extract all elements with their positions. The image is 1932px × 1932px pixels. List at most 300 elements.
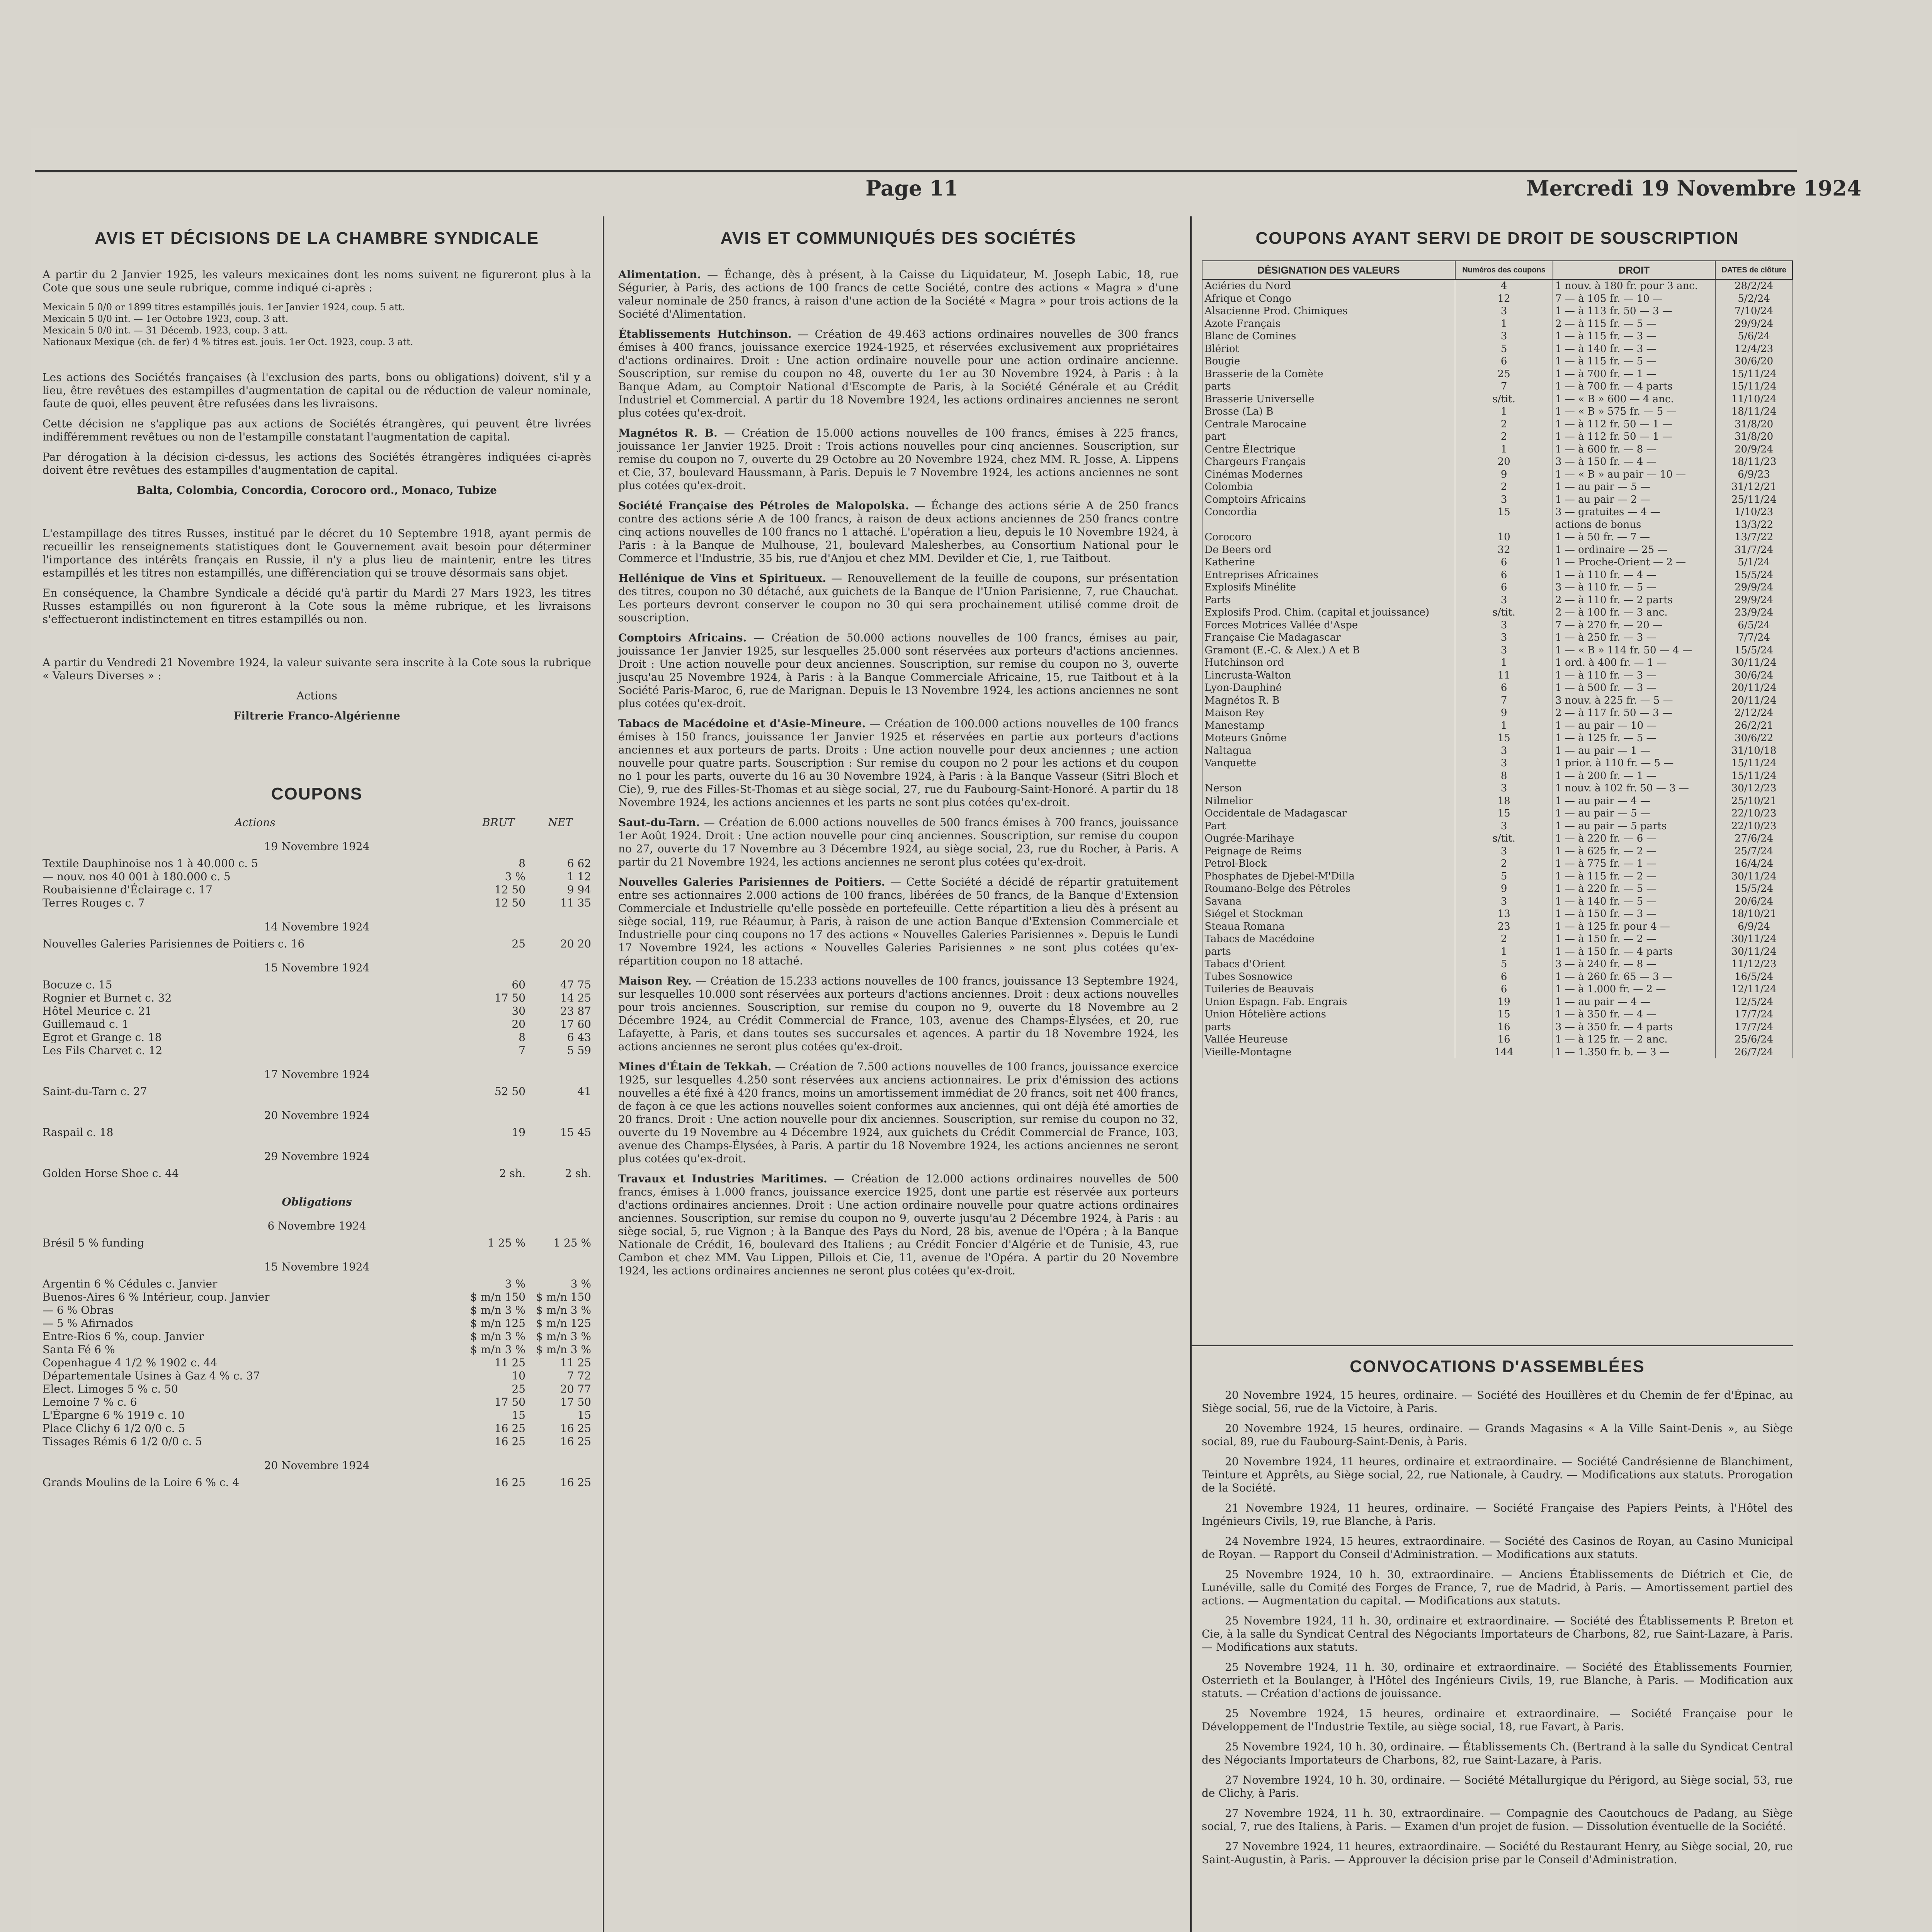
table-row bbox=[1202, 895, 1793, 908]
coupon-name: — nouv. nos 40 001 à 180.000 c. 5 bbox=[43, 870, 231, 883]
table-cell: 30/6/20 bbox=[1715, 355, 1793, 368]
table-cell: s/tit. bbox=[1455, 832, 1553, 845]
table-cell: 29/9/24 bbox=[1715, 581, 1793, 594]
coupon-net: 1 25 % bbox=[553, 1236, 591, 1249]
table-cell: Comptoirs Africains bbox=[1202, 493, 1455, 506]
table-cell: 3 bbox=[1455, 594, 1553, 607]
societe-notice bbox=[618, 1060, 1179, 1165]
souscription-table bbox=[1202, 260, 1793, 1058]
coupon-brut: 16 25 bbox=[494, 1422, 526, 1435]
avis-column bbox=[43, 229, 591, 1489]
table-cell: Savana bbox=[1202, 895, 1455, 908]
table-cell: 31/8/20 bbox=[1715, 418, 1793, 431]
table-cell: 3 bbox=[1455, 782, 1553, 795]
coupon-net: 5 59 bbox=[567, 1044, 591, 1057]
table-cell: Manestamp bbox=[1202, 719, 1455, 732]
coupon-net: 15 bbox=[577, 1409, 591, 1422]
table-row bbox=[1202, 971, 1793, 983]
avis-value: Filtrerie Franco-Algérienne bbox=[233, 709, 400, 722]
table-cell: Magnétos R. B bbox=[1202, 694, 1455, 707]
table-cell: 1 — à 112 fr. 50 — 1 — bbox=[1553, 418, 1716, 431]
table-cell: 12/5/24 bbox=[1715, 996, 1793, 1009]
avis-paragraph: L'estampillage des titres Russes, institué par le décret du 10 Septembre 1918, ayant permis de recueillir les renseignements statistiques dont le Gouvernement avait besoin pour déterminer l'importance des intérêts français en Russie, il n'y a plus lieu de maintenir, entre les titres estampillés et les titres non estampillés, une différenciation qui se trouve désormais sans objet. bbox=[43, 527, 591, 579]
table-row bbox=[1202, 807, 1793, 820]
coupon-name: Saint-du-Tarn c. 27 bbox=[43, 1085, 147, 1098]
societe-notice bbox=[618, 427, 1179, 492]
coupon-brut: 16 25 bbox=[494, 1476, 526, 1489]
table-cell: 15 bbox=[1455, 506, 1553, 519]
table-row bbox=[1202, 279, 1793, 293]
table-cell: 18 bbox=[1455, 795, 1553, 808]
convocation-item: 20 Novembre 1924, 15 heures, ordinaire. — Société des Houillères et du Chemin de fer d'Épinac, au Siège social, 56, rue de la Victoire, à Paris. bbox=[1202, 1389, 1793, 1415]
table-cell: 1 — au pair — 4 — bbox=[1553, 795, 1716, 808]
table-cell bbox=[1202, 770, 1455, 782]
coupon-name: Egrot et Grange c. 18 bbox=[43, 1031, 162, 1044]
table-row bbox=[1202, 293, 1793, 305]
table-row bbox=[1202, 606, 1793, 619]
societe-notice bbox=[618, 328, 1179, 420]
table-cell: Peignage de Reims bbox=[1202, 845, 1455, 858]
table-cell: 17/7/24 bbox=[1715, 1008, 1793, 1021]
coupon-brut: 1 25 % bbox=[488, 1236, 526, 1249]
table-row bbox=[1202, 519, 1793, 531]
list-item: Nationaux Mexique (ch. de fer) 4 % titres est. jouis. 1er Oct. 1923, coup. 3 att. bbox=[43, 337, 413, 347]
coupon-name: Bocuze c. 15 bbox=[43, 978, 112, 991]
table-cell: Union Espagn. Fab. Engrais bbox=[1202, 996, 1455, 1009]
table-cell bbox=[1202, 519, 1455, 531]
table-cell: 3 — à 350 fr. — 4 parts bbox=[1553, 1021, 1716, 1034]
table-cell: Colombia bbox=[1202, 481, 1455, 493]
table-cell: 1 — au pair — 1 — bbox=[1553, 745, 1716, 757]
table-cell: 6 bbox=[1455, 581, 1553, 594]
table-cell: 3 bbox=[1455, 330, 1553, 343]
table-cell: De Beers ord bbox=[1202, 544, 1455, 556]
convocation-item: 25 Novembre 1924, 10 h. 30, ordinaire. — Établissements Ch. (Bertrand à la salle du Syndicat Central des Négociants Importateurs de Charbons, 82, rue Saint-Lazare, à Paris. bbox=[1202, 1740, 1793, 1766]
table-cell: s/tit. bbox=[1455, 606, 1553, 619]
table-cell: 25/7/24 bbox=[1715, 845, 1793, 858]
table-cell: 5/6/24 bbox=[1715, 330, 1793, 343]
societe-notice bbox=[618, 816, 1179, 869]
convocation-item: 24 Novembre 1924, 15 heures, extraordinaire. — Société des Casinos de Royan, au Casino Municipal de Royan. — Rapport du Conseil d'Administration. — Modifications aux statuts. bbox=[1202, 1535, 1793, 1561]
table-cell: 3 bbox=[1455, 895, 1553, 908]
coupon-name: — 6 % Obras bbox=[43, 1304, 114, 1316]
coupon-date: 20 Novembre 1924 bbox=[264, 1459, 370, 1472]
table-cell: 1 — à 220 fr. — 6 — bbox=[1553, 832, 1716, 845]
coupon-row bbox=[43, 978, 591, 992]
table-cell: Maison Rey bbox=[1202, 707, 1455, 719]
coupon-brut: 19 bbox=[512, 1126, 526, 1139]
coupon-name: Tissages Rémis 6 1/2 0/0 c. 5 bbox=[43, 1435, 202, 1448]
table-cell: 144 bbox=[1455, 1046, 1553, 1059]
table-cell: 1 — à 113 fr. 50 — 3 — bbox=[1553, 305, 1716, 318]
table-row bbox=[1202, 820, 1793, 833]
table-cell: 6 bbox=[1455, 971, 1553, 983]
coupon-name: Copenhague 4 1/2 % 1902 c. 44 bbox=[43, 1356, 218, 1369]
coupon-date: 6 Novembre 1924 bbox=[267, 1219, 366, 1232]
coupon-brut: 12 50 bbox=[494, 896, 526, 909]
table-cell: 3 — gratuites — 4 — bbox=[1553, 506, 1716, 519]
table-cell: actions de bonus bbox=[1553, 519, 1716, 531]
coupon-brut: 2 sh. bbox=[499, 1167, 526, 1180]
societe-notice bbox=[618, 631, 1179, 710]
convocation-item: 25 Novembre 1924, 11 h. 30, ordinaire et extraordinaire. — Société des Établissements Fournier, Osterrieth et la Boulanger, à l'Hôtel des Ingénieurs Civils, 19, rue Blanche, à Paris. — Modification aux statuts. — Création d'actions de jouissance. bbox=[1202, 1661, 1793, 1700]
table-row bbox=[1202, 544, 1793, 556]
societe-text: — Renouvellement de la feuille de coupons, sur présentation des titres, coupon no 30 détaché, aux guichets de la Banque de l'Union Parisienne, 7, rue Chauchat. Les porteurs devront conserver le coupon no 30 qui sera prochainement utilisé comme droit de souscription. bbox=[618, 572, 1179, 624]
brut-label: BRUT bbox=[482, 816, 515, 829]
table-cell: Française Cie Madagascar bbox=[1202, 631, 1455, 644]
table-row bbox=[1202, 719, 1793, 732]
coupon-brut: 8 bbox=[519, 1031, 526, 1044]
coupon-net: 11 25 bbox=[560, 1356, 591, 1369]
table-cell: Hutchinson ord bbox=[1202, 656, 1455, 669]
coupon-brut: $ m/n 3 % bbox=[470, 1304, 526, 1316]
coupon-net: 47 75 bbox=[560, 978, 591, 991]
table-cell: Roumano-Belge des Pétroles bbox=[1202, 883, 1455, 895]
table-cell: 6 bbox=[1455, 983, 1553, 996]
table-row bbox=[1202, 644, 1793, 657]
column-header: DÉSIGNATION DES VALEURS bbox=[1202, 261, 1455, 279]
coupon-row bbox=[43, 1330, 591, 1343]
table-cell: 30/11/24 bbox=[1715, 656, 1793, 669]
table-row bbox=[1202, 556, 1793, 569]
table-cell: 1 — à 112 fr. 50 — 1 — bbox=[1553, 430, 1716, 443]
societes-list bbox=[618, 268, 1179, 1277]
coupon-net: $ m/n 150 bbox=[536, 1291, 591, 1303]
table-cell: 31/12/21 bbox=[1715, 481, 1793, 493]
coupon-row bbox=[43, 1277, 591, 1291]
table-cell: 1 — à 115 fr. — 3 — bbox=[1553, 330, 1716, 343]
table-cell: Aciéries du Nord bbox=[1202, 279, 1455, 293]
table-cell: 31/7/24 bbox=[1715, 544, 1793, 556]
table-row bbox=[1202, 1046, 1793, 1059]
coupon-net: 23 87 bbox=[560, 1005, 591, 1017]
coupon-brut: $ m/n 150 bbox=[470, 1291, 526, 1303]
coupon-name: Grands Moulins de la Loire 6 % c. 4 bbox=[43, 1476, 240, 1489]
table-cell: 15/11/24 bbox=[1715, 380, 1793, 393]
issue-date: Mercredi 19 Novembre 1924 bbox=[1526, 176, 1862, 201]
table-row bbox=[1202, 481, 1793, 493]
table-row bbox=[1202, 1008, 1793, 1021]
coupon-row bbox=[43, 1304, 591, 1317]
table-cell: 1 — à 125 fr. — 2 anc. bbox=[1553, 1033, 1716, 1046]
coupon-brut: 25 bbox=[512, 1383, 526, 1395]
coupon-name: Roubaisienne d'Éclairage c. 17 bbox=[43, 883, 213, 896]
table-cell: Ougrée-Marihaye bbox=[1202, 832, 1455, 845]
table-cell: 15/5/24 bbox=[1715, 569, 1793, 582]
table-cell: 6 bbox=[1455, 556, 1553, 569]
coupon-brut: 30 bbox=[512, 1005, 526, 1017]
table-cell: 26/2/21 bbox=[1715, 719, 1793, 732]
societe-text: — Création de 50.000 actions nouvelles de 100 francs, émises au pair, jouissance 1er Janvier 1925, sur lesquelles 25.000 sont réservées aux porteurs d'actions anciennes. Droit : Une action nouvelle pour deux anciennes. Souscription, sur remise du coupon no 3, ouverte jusqu'au 25 Novembre 1924, à Paris : à la Banque Commerciale Africaine, 15, rue Taitbout et à la Société Paris-Maroc, 6, rue de Marignan. Depuis le 13 Novembre 1924, les actions anciennes ne sont plus cotées qu'ex-droit. bbox=[618, 631, 1179, 710]
table-row bbox=[1202, 531, 1793, 544]
table-cell: Entreprises Africaines bbox=[1202, 569, 1455, 582]
coupon-brut: 8 bbox=[519, 857, 526, 870]
table-row bbox=[1202, 305, 1793, 318]
table-cell: 30/11/24 bbox=[1715, 933, 1793, 946]
coupon-brut: 11 25 bbox=[494, 1356, 526, 1369]
table-row bbox=[1202, 418, 1793, 431]
table-row bbox=[1202, 920, 1793, 933]
coupon-date: 19 Novembre 1924 bbox=[264, 840, 370, 853]
table-cell: 2 bbox=[1455, 418, 1553, 431]
table-cell: Moteurs Gnôme bbox=[1202, 732, 1455, 745]
table-cell: Lyon-Dauphiné bbox=[1202, 682, 1455, 694]
table-cell: 15 bbox=[1455, 1008, 1553, 1021]
table-cell: 1 bbox=[1455, 946, 1553, 958]
table-cell: 20/6/24 bbox=[1715, 895, 1793, 908]
coupon-name: Textile Dauphinoise nos 1 à 40.000 c. 5 bbox=[43, 857, 258, 870]
table-cell: Alsacienne Prod. Chimiques bbox=[1202, 305, 1455, 318]
table-cell: Tuileries de Beauvais bbox=[1202, 983, 1455, 996]
table-cell: 9 bbox=[1455, 883, 1553, 895]
table-cell: s/tit. bbox=[1455, 393, 1553, 406]
coupon-date: 14 Novembre 1924 bbox=[264, 920, 370, 933]
societe-name: Travaux et Industries Maritimes. bbox=[618, 1172, 827, 1185]
coupon-row bbox=[43, 937, 591, 951]
table-cell: 17/7/24 bbox=[1715, 1021, 1793, 1034]
table-row bbox=[1202, 594, 1793, 607]
table-cell: 1 bbox=[1455, 443, 1553, 456]
coupon-date: 29 Novembre 1924 bbox=[264, 1150, 370, 1163]
column-divider bbox=[1190, 216, 1192, 1932]
avis-paragraph: A partir du Vendredi 21 Novembre 1924, la valeur suivante sera inscrite à la Cote sous la rubrique « Valeurs Diverses » : bbox=[43, 656, 591, 682]
list-item: Mexicain 5 0/0 or 1899 titres estampillés jouis. 1er Janvier 1924, coup. 5 att. bbox=[43, 302, 405, 313]
table-row bbox=[1202, 430, 1793, 443]
table-cell: Union Hôtelière actions bbox=[1202, 1008, 1455, 1021]
coupon-name: Nouvelles Galeries Parisiennes de Poitiers c. 16 bbox=[43, 937, 305, 950]
societe-name: Saut-du-Tarn. bbox=[618, 816, 700, 829]
table-row bbox=[1202, 330, 1793, 343]
coupon-name: Raspail c. 18 bbox=[43, 1126, 114, 1139]
coupon-row bbox=[43, 1126, 591, 1139]
societe-text: — Création de 12.000 actions ordinaires nouvelles de 500 francs, émises à 1.000 francs, jouissance exercice 1925, dont une partie est réservée aux porteurs d'actions ordinaires anciennes. Droit : Une action ordinaire nouvelle pour quatre actions ordinaires anciennes. Souscription, sur remise du coupon no 9, ouverte jusqu'au 2 Décembre 1924, à Paris : au siège social, 5, rue Vignon ; à la Banque des Pays du Nord, 28 bis, avenue de l'Opéra ; à la Banque Nationale de Crédit, 16, boulevard des Italiens ; au Crédit Foncier d'Algérie et de Tunisie, 43, rue Cambon et chez MM. Vau Lippen, Pillois et Cie, 11, avenue de l'Opéra. A partir du 20 Novembre 1924, les actions ordinaires anciennes ne seront plus cotées qu'ex-droit. bbox=[618, 1172, 1179, 1277]
table-cell: 16 bbox=[1455, 1033, 1553, 1046]
table-cell: 20 bbox=[1455, 456, 1553, 468]
table-row bbox=[1202, 393, 1793, 406]
avis-subhead: Actions bbox=[296, 689, 337, 702]
table-cell: 7/10/24 bbox=[1715, 305, 1793, 318]
societe-name: Maison Rey. bbox=[618, 975, 692, 987]
convocation-item: 27 Novembre 1924, 11 heures, extraordinaire. — Société du Restaurant Henry, au Siège social, 20, rue Saint-Augustin, à Paris. — Approuver la décision prise par le Conseil d'Administration. bbox=[1202, 1840, 1793, 1866]
societe-name: Alimentation. bbox=[618, 268, 701, 281]
table-cell: Brasserie Universelle bbox=[1202, 393, 1455, 406]
table-cell: 15/5/24 bbox=[1715, 883, 1793, 895]
table-row bbox=[1202, 355, 1793, 368]
convocation-item: 21 Novembre 1924, 11 heures, ordinaire. — Société Française des Papiers Peints, à l'Hôtel des Ingénieurs Civils, 19, rue Blanche, à Paris. bbox=[1202, 1502, 1793, 1527]
coupon-row bbox=[43, 992, 591, 1005]
table-cell: 1 bbox=[1455, 405, 1553, 418]
societe-name: Établissements Hutchinson. bbox=[618, 328, 792, 340]
mexican-list bbox=[43, 301, 591, 348]
table-row bbox=[1202, 757, 1793, 770]
table-cell: Explosifs Minélite bbox=[1202, 581, 1455, 594]
table-cell: 3 bbox=[1455, 631, 1553, 644]
coupon-row bbox=[43, 1005, 591, 1018]
table-cell: 1 — à 700 fr. — 4 parts bbox=[1553, 380, 1716, 393]
table-cell: 9 bbox=[1455, 707, 1553, 719]
table-cell: 1 — au pair — 5 — bbox=[1553, 807, 1716, 820]
table-cell: 27/6/24 bbox=[1715, 832, 1793, 845]
table-row bbox=[1202, 707, 1793, 719]
coupon-net: 7 72 bbox=[567, 1369, 591, 1382]
coupon-net: 6 62 bbox=[567, 857, 591, 870]
coupon-brut: 60 bbox=[512, 978, 526, 991]
table-cell: 25/6/24 bbox=[1715, 1033, 1793, 1046]
souscription-title: COUPONS AYANT SERVI DE DROIT DE SOUSCRIPTION bbox=[1255, 229, 1739, 248]
coupon-brut: 12 50 bbox=[494, 883, 526, 896]
table-cell: 1 — à 150 fr. — 4 parts bbox=[1553, 946, 1716, 958]
table-cell: 1 — « B » 600 — 4 anc. bbox=[1553, 393, 1716, 406]
table-cell: 26/7/24 bbox=[1715, 1046, 1793, 1059]
table-cell: 1 — à 110 fr. — 4 — bbox=[1553, 569, 1716, 582]
table-cell: 1 ord. à 400 fr. — 1 — bbox=[1553, 656, 1716, 669]
table-row bbox=[1202, 958, 1793, 971]
table-cell: part bbox=[1202, 430, 1455, 443]
table-cell: 1 — au pair — 2 — bbox=[1553, 493, 1716, 506]
table-row bbox=[1202, 745, 1793, 757]
table-cell: 1 — à 250 fr. — 3 — bbox=[1553, 631, 1716, 644]
coupon-net: 11 35 bbox=[560, 896, 591, 909]
societe-notice bbox=[618, 876, 1179, 968]
table-cell: 1 — à 500 fr. — 3 — bbox=[1553, 682, 1716, 694]
table-cell: 13/7/22 bbox=[1715, 531, 1793, 544]
coupon-row bbox=[43, 1018, 591, 1031]
table-cell: 11/10/24 bbox=[1715, 393, 1793, 406]
convocation-item: 25 Novembre 1924, 15 heures, ordinaire et extraordinaire. — Société Française pour le Développement de l'Industrie Textile, au siège social, 18, rue Favart, à Paris. bbox=[1202, 1707, 1793, 1733]
societe-text: — Création de 15.233 actions nouvelles de 100 francs, jouissance 13 Septembre 1924, sur lesquelles 10.000 sont réservées aux porteurs d'actions anciennes. Droit : deux actions nouvelles pour trois anciennes. Souscription, sur remise du coupon no 9, ouverte du 18 Novembre au 2 Décembre 1924, au Crédit Commercial de France, 103, avenue des Champs-Élysées, et 20, rue Lafayette, à Paris, et dans toutes ses succursales et agences. A partir du 18 Novembre 1924, les actions anciennes ne seront plus cotées qu'ex-droit. bbox=[618, 975, 1179, 1053]
coupon-row bbox=[43, 1236, 591, 1250]
coupon-name: Hôtel Meurice c. 21 bbox=[43, 1005, 152, 1017]
coupon-net: $ m/n 3 % bbox=[536, 1343, 591, 1356]
table-cell: 8 bbox=[1455, 770, 1553, 782]
table-cell: 18/11/24 bbox=[1715, 405, 1793, 418]
coupon-brut: $ m/n 3 % bbox=[470, 1330, 526, 1343]
table-cell: Blanc de Comines bbox=[1202, 330, 1455, 343]
coupon-brut: 16 25 bbox=[494, 1435, 526, 1448]
page-number: Page 11 bbox=[866, 176, 959, 201]
table-cell: Forces Motrices Vallée d'Aspe bbox=[1202, 619, 1455, 632]
coupon-name: Golden Horse Shoe c. 44 bbox=[43, 1167, 179, 1180]
table-cell: parts bbox=[1202, 1021, 1455, 1034]
table-cell: Azote Français bbox=[1202, 318, 1455, 330]
table-cell: 6 bbox=[1455, 355, 1553, 368]
table-cell: 15/5/24 bbox=[1715, 644, 1793, 657]
table-cell: 7 bbox=[1455, 380, 1553, 393]
table-cell: 1 — à 140 fr. — 3 — bbox=[1553, 343, 1716, 355]
convocation-item: 25 Novembre 1924, 11 h. 30, ordinaire et extraordinaire. — Société des Établissements P. Breton et Cie, à la salle du Syndicat Central des Négociants Importateurs de Charbons, 82, rue Saint-Lazare, à Paris. — Modifications aux statuts. bbox=[1202, 1614, 1793, 1653]
coupon-net: 16 25 bbox=[560, 1422, 591, 1435]
societe-notice bbox=[618, 499, 1179, 565]
table-cell: 11/12/23 bbox=[1715, 958, 1793, 971]
table-cell: Parts bbox=[1202, 594, 1455, 607]
table-row bbox=[1202, 405, 1793, 418]
table-row bbox=[1202, 795, 1793, 808]
table-cell: 3 bbox=[1455, 820, 1553, 833]
table-cell: 1 bbox=[1455, 656, 1553, 669]
table-row bbox=[1202, 343, 1793, 355]
table-row bbox=[1202, 368, 1793, 381]
coupon-row bbox=[43, 1369, 591, 1383]
coupon-date: 17 Novembre 1924 bbox=[264, 1068, 370, 1081]
table-row bbox=[1202, 318, 1793, 330]
table-cell: Nerson bbox=[1202, 782, 1455, 795]
coupon-row bbox=[43, 1291, 591, 1304]
table-cell: 1 — à 1.000 fr. — 2 — bbox=[1553, 983, 1716, 996]
convocations-column bbox=[1202, 1357, 1793, 1873]
coupon-net: 17 60 bbox=[560, 1018, 591, 1031]
societes-column bbox=[618, 229, 1179, 1284]
table-row bbox=[1202, 946, 1793, 958]
column-header: Numéros des coupons bbox=[1455, 261, 1553, 279]
table-cell: 9 bbox=[1455, 468, 1553, 481]
table-cell: Chargeurs Français bbox=[1202, 456, 1455, 468]
coupon-row bbox=[43, 1476, 591, 1489]
table-cell: Corocoro bbox=[1202, 531, 1455, 544]
table-row bbox=[1202, 443, 1793, 456]
table-cell: 2 — à 117 fr. 50 — 3 — bbox=[1553, 707, 1716, 719]
table-cell: 15/11/24 bbox=[1715, 757, 1793, 770]
table-cell: Lincrusta-Walton bbox=[1202, 669, 1455, 682]
coupon-row bbox=[43, 1167, 591, 1180]
table-cell: 22/10/23 bbox=[1715, 820, 1793, 833]
table-cell: 30/12/23 bbox=[1715, 782, 1793, 795]
table-cell: Brosse (La) B bbox=[1202, 405, 1455, 418]
coupon-brut: 10 bbox=[512, 1369, 526, 1382]
table-cell: 1/10/23 bbox=[1715, 506, 1793, 519]
table-row bbox=[1202, 656, 1793, 669]
table-cell: 1 — à 775 fr. — 1 — bbox=[1553, 857, 1716, 870]
table-cell: 7/7/24 bbox=[1715, 631, 1793, 644]
coupon-net: 20 77 bbox=[560, 1383, 591, 1395]
societe-text: — Échange, dès à présent, à la Caisse du Liquidateur, M. Joseph Labic, 18, rue Ségurier, à Paris, des actions de 100 francs de cette Société, contre des actions « Magra » d'une valeur nominale de 250 francs, à raison d'une action de la Société « Magra » pour trois actions de la Société d'Alimentation. bbox=[618, 268, 1179, 320]
table-cell: 1 — à 200 fr. — 1 — bbox=[1553, 770, 1716, 782]
table-cell: 6 bbox=[1455, 682, 1553, 694]
table-cell: 7 — à 270 fr. — 20 — bbox=[1553, 619, 1716, 632]
table-cell: 23 bbox=[1455, 920, 1553, 933]
societe-name: Tabacs de Macédoine et d'Asie-Mineure. bbox=[618, 717, 866, 730]
souscription-column bbox=[1202, 229, 1793, 1058]
coupon-name: Les Fils Charvet c. 12 bbox=[43, 1044, 163, 1057]
societe-name: Hellénique de Vins et Spiritueux. bbox=[618, 572, 827, 585]
table-row bbox=[1202, 933, 1793, 946]
coupon-row bbox=[43, 1317, 591, 1330]
avis-paragraph: Cette décision ne s'applique pas aux actions de Sociétés étrangères, qui peuvent être livrées indifféremment revêtues ou non de l'estampille constatant l'augmentation de capital. bbox=[43, 417, 591, 443]
table-cell: 28/2/24 bbox=[1715, 279, 1793, 293]
table-row bbox=[1202, 569, 1793, 582]
avis-paragraph: A partir du 2 Janvier 1925, les valeurs mexicaines dont les noms suivent ne figureront plus à la Cote que sous une seule rubrique, comme indiqué ci-après : bbox=[43, 268, 591, 294]
table-cell: 13/3/22 bbox=[1715, 519, 1793, 531]
coupon-net: 41 bbox=[577, 1085, 591, 1098]
list-item: Mexicain 5 0/0 int. — 1er Octobre 1923, coup. 3 att. bbox=[43, 313, 289, 324]
societe-text: — Création de 15.000 actions nouvelles de 100 francs, émises à 225 francs, jouissance 1er Janvier 1925. Droit : Trois actions nouvelles pour cinq anciennes. Souscription, sur remise du coupon no 7, ouverte du 29 Octobre au 20 Novembre 1924, chez MM. R. Josse, A. Lippens et Cie, 37, boulevard Haussmann, à Paris. Depuis le 7 Novembre 1924, les actions anciennes ne sont plus cotées qu'ex-droit. bbox=[618, 427, 1179, 492]
column-divider bbox=[603, 216, 604, 1932]
table-row bbox=[1202, 380, 1793, 393]
table-cell: 2/12/24 bbox=[1715, 707, 1793, 719]
table-cell: Centre Électrique bbox=[1202, 443, 1455, 456]
table-cell: 18/11/23 bbox=[1715, 456, 1793, 468]
table-cell: 6/5/24 bbox=[1715, 619, 1793, 632]
coupon-net: $ m/n 3 % bbox=[536, 1304, 591, 1316]
table-cell: Centrale Marocaine bbox=[1202, 418, 1455, 431]
table-cell: 22/10/23 bbox=[1715, 807, 1793, 820]
table-cell: 1 — ordinaire — 25 — bbox=[1553, 544, 1716, 556]
column-header: DATES de clôture bbox=[1715, 261, 1793, 279]
table-row bbox=[1202, 1021, 1793, 1034]
table-cell: Afrique et Congo bbox=[1202, 293, 1455, 305]
table-cell: 10 bbox=[1455, 531, 1553, 544]
table-cell: 31/8/20 bbox=[1715, 430, 1793, 443]
table-cell: Steaua Romana bbox=[1202, 920, 1455, 933]
